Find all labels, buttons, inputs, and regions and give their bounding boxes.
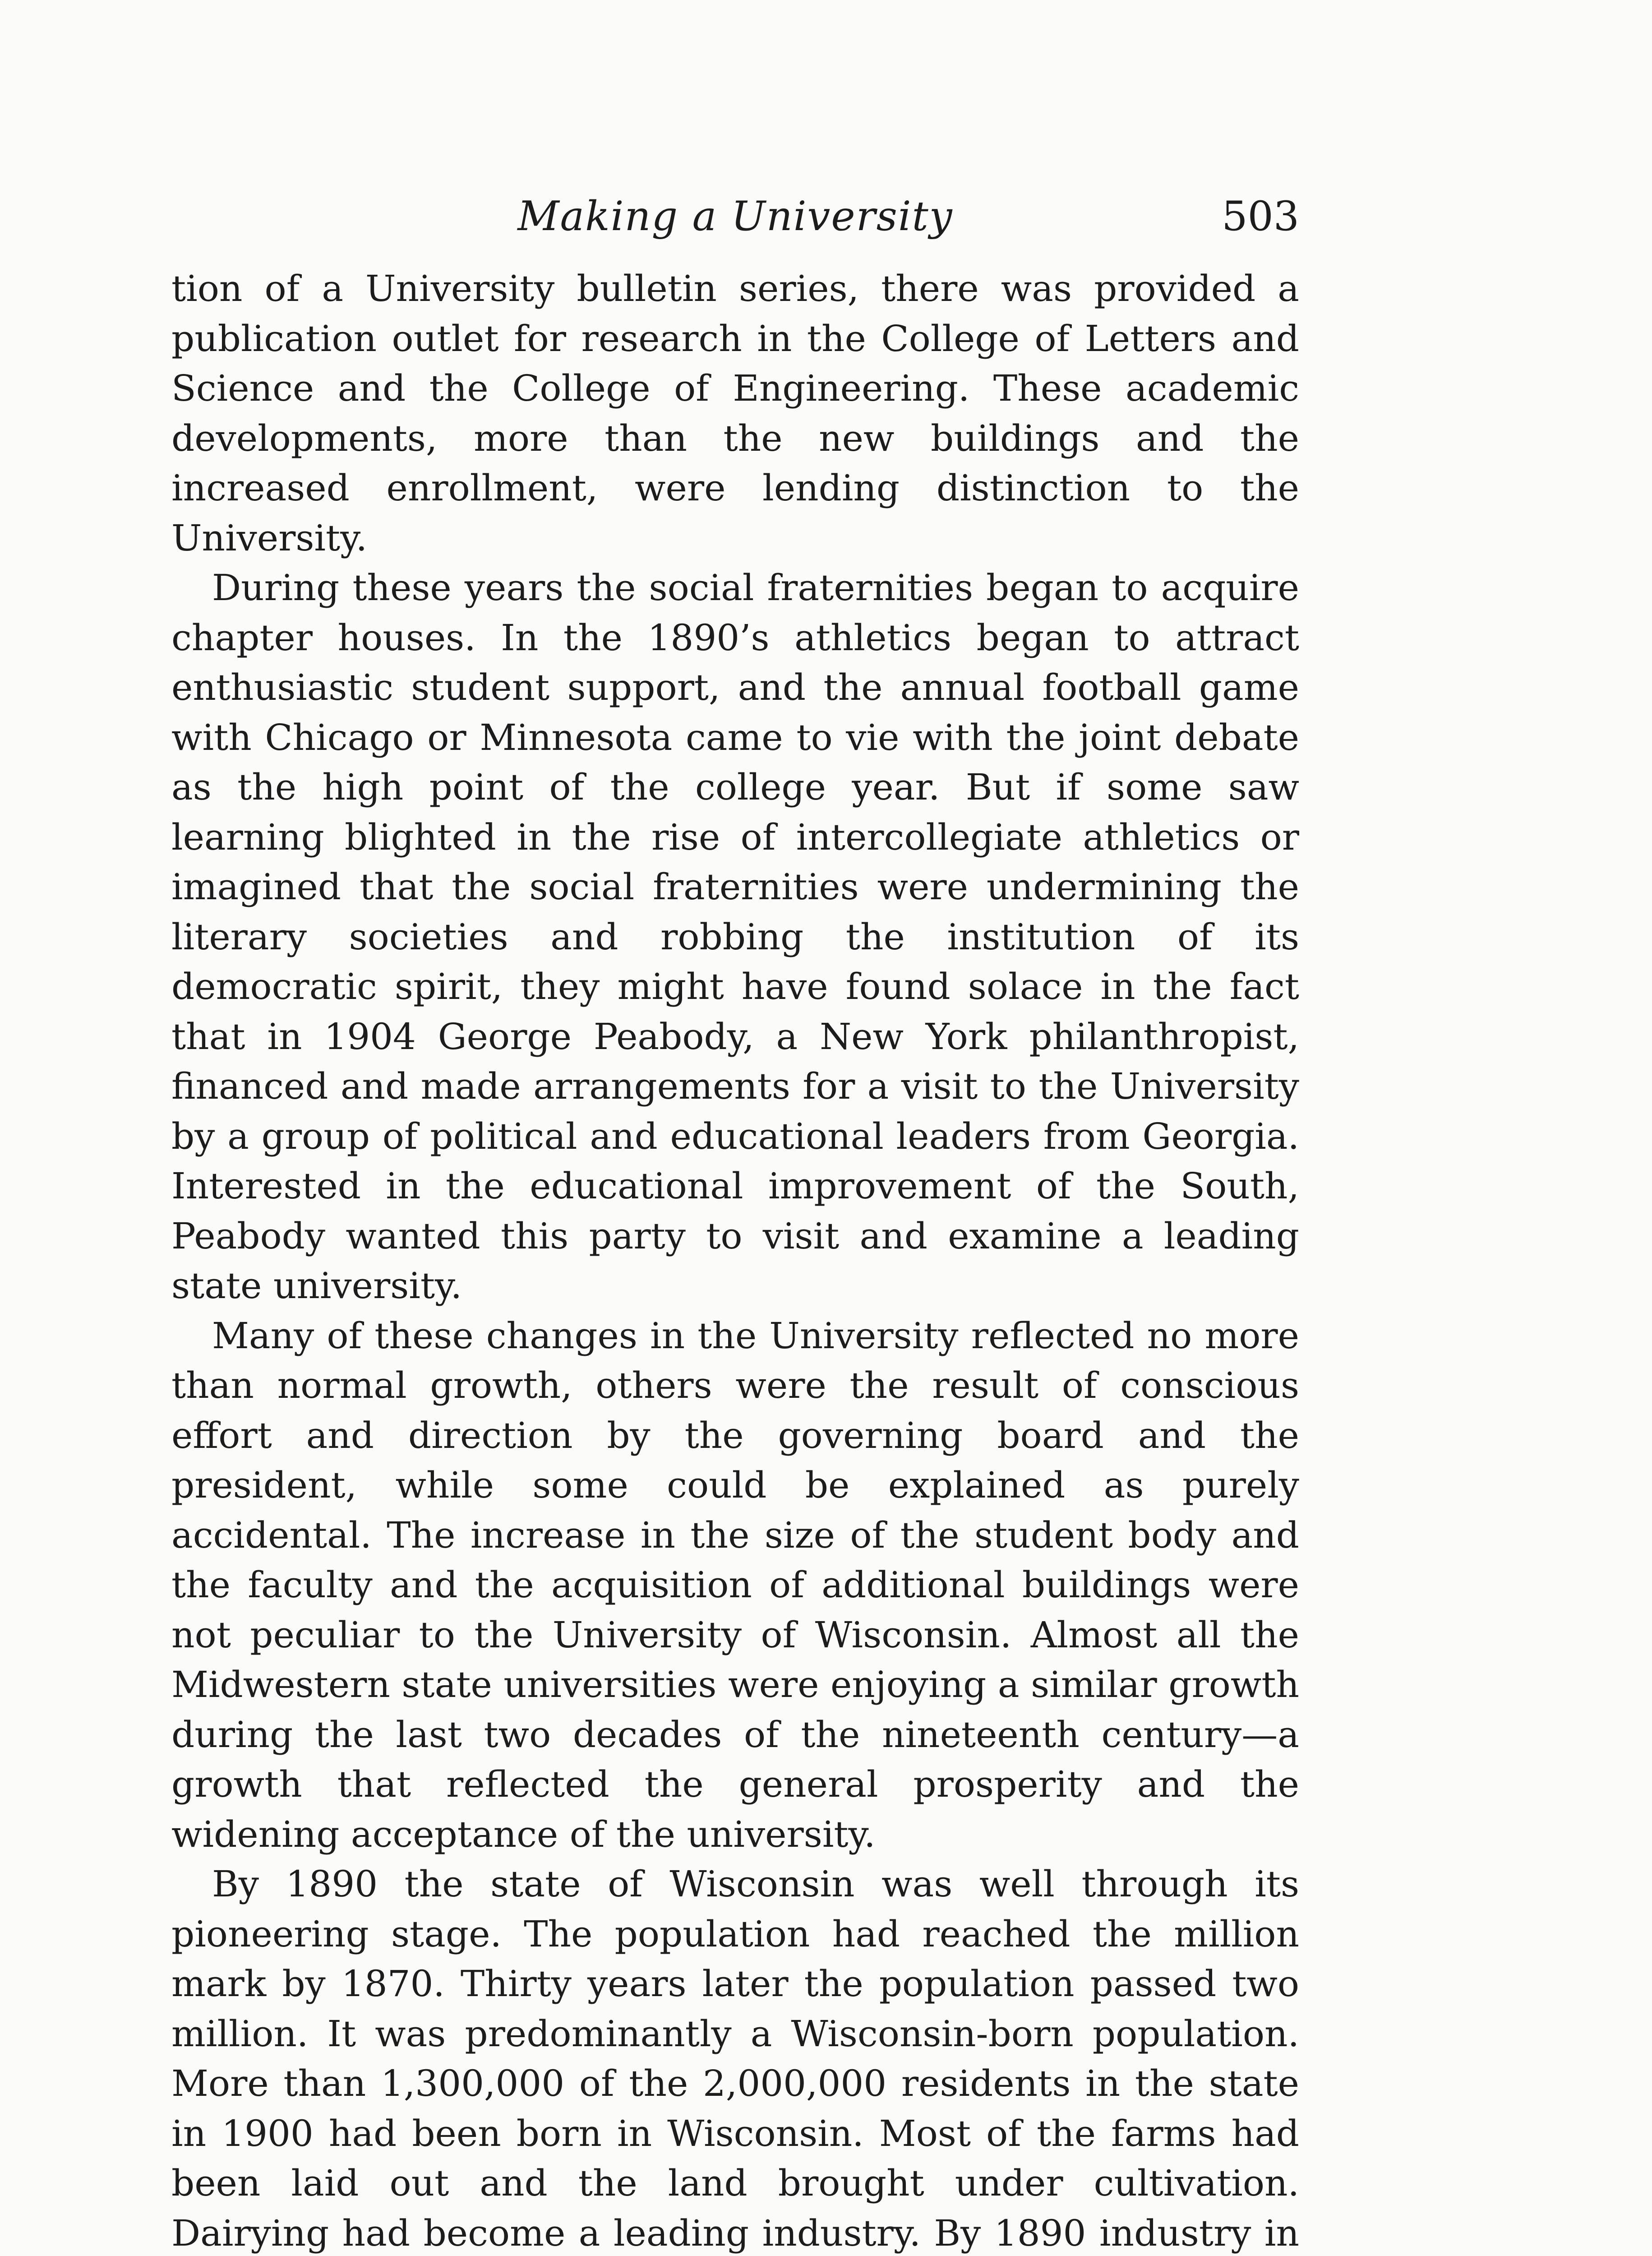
paragraph-fraternities: During these years the social fraternities began to acquire chapter houses. In the 1890’s athletics began to attract enthusiastic student support, and the annual football game with Chicago or Minnesota came to vie with the joint debate as the high point of the college year. But if some saw learning blighted in the rise of intercollegiate athletics or imagined that the social fraternities were undermining the literary societies and robbing the institution of its democratic spirit, they might have found solace in the fact that in 1904 George Peabody, a New York philanthropist, financed and made arrangements for a visit to the University by a group of political and educational leaders from Georgia. Interested in the educational improvement of the South, Peabody wanted this party to visit and examine a leading state university. — [171, 567, 1299, 1307]
paragraph-growth: Many of these changes in the University reflected no more than normal growth, others were the result of conscious effort and direction by the governing board and the president, while some could be explained as purely accidental. The increase in the size of the student body and the faculty and the acquisition of additional buildings were not peculiar to the University of Wisconsin. Almost all the Midwestern state universities were enjoying a similar growth during the last two decades of the nineteenth century—a growth that reflected the general prosperity and the widening acceptance of the university. — [171, 1314, 1299, 1855]
paragraph-wisconsin-1890: By 1890 the state of Wisconsin was well through its pioneering stage. The population had reached the million mark by 1870. Thirty years later the population passed two million. It was predominantly a Wisconsin-born population. More than 1,300,000 of the 2,000,000 residents in the state in 1900 had been born in Wisconsin. Most of the farms had been laid out and the land brought under cultivation. Dairying had become a leading industry. By 1890 industry in — [171, 1863, 1299, 2254]
running-head — [171, 187, 1299, 250]
running-title: Making a University — [517, 193, 953, 240]
body-text — [171, 264, 1299, 2256]
page-number: 503 — [1222, 193, 1299, 240]
paragraph-continued: tion of a University bulletin series, there was provided a publication outlet for research in the College of Letters and Science and the College of Engineering. These academic developments, more than the new buildings and the increased enrollment, were lending distinction to the University. — [171, 268, 1299, 559]
